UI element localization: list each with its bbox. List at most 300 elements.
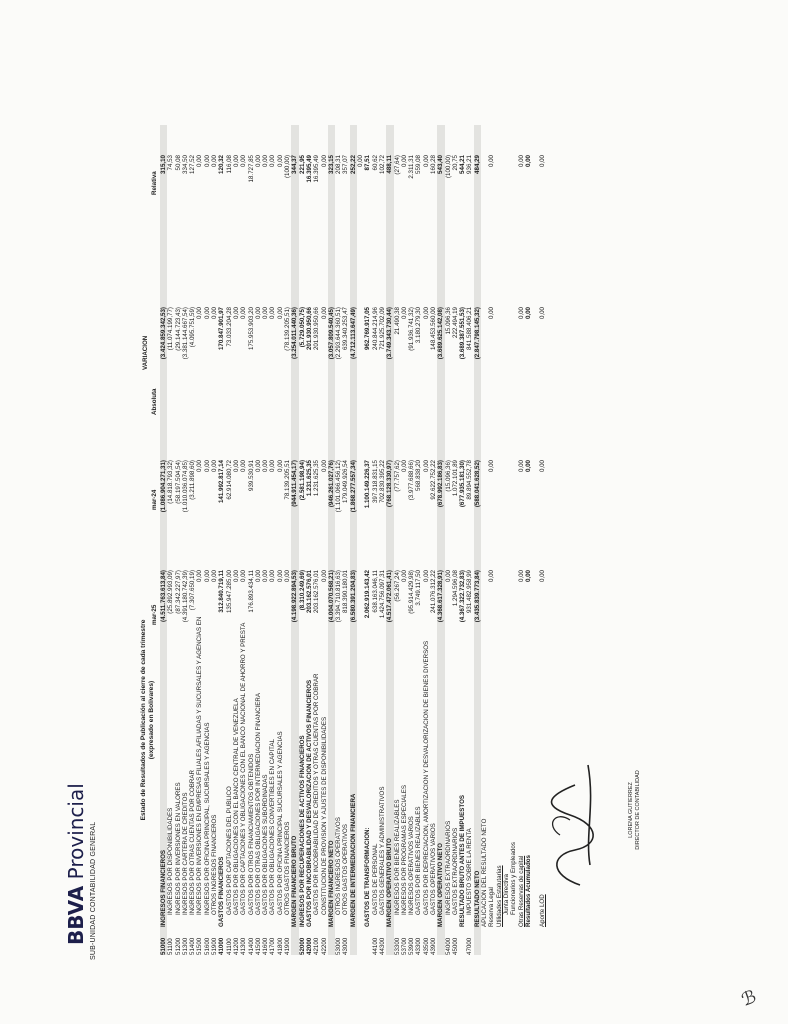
row-label: MARGEN DE INTERMEDIACION FINANCIERA: [349, 793, 357, 927]
subtitle-text: (expresado en Bolivares): [148, 680, 155, 760]
row-code: 51500: [196, 937, 204, 955]
value-mar25: 0,00: [232, 570, 240, 583]
table-row: [277, 125, 284, 955]
value-mar25: 0,00: [196, 570, 204, 583]
row-label: GASTOS POR CAPTACIONES Y OBLIGACIONES CON EL BANCO NACIONAL DE AHORRO Y PRESTA: [240, 622, 248, 915]
table-row: [299, 125, 306, 955]
value-relativa: 116,08: [225, 155, 233, 174]
value-absoluta: 0,00: [262, 307, 270, 320]
value-mar25: (95.914.429,98): [408, 570, 416, 614]
row-label: GASTOS POR DEPRECIACION, AMORTIZACIÓN Y DESVALORIZACIÓN DE BIENES DIVERSOS: [422, 640, 430, 915]
value-relativa: (27,64): [393, 155, 401, 175]
initials-mark: ℬ: [738, 986, 759, 1010]
table-row: [342, 125, 349, 955]
table-row: [386, 125, 393, 955]
table-row: [445, 125, 452, 955]
statement-title: [140, 485, 156, 955]
value-relativa: 74,53: [167, 155, 175, 171]
value-absoluta: 0,00: [539, 307, 547, 320]
value-relativa: 544,21: [459, 155, 467, 174]
signature-image: [540, 755, 610, 895]
value-mar25: 931.482.958,99: [466, 570, 474, 614]
value-mar24: 0,00: [276, 460, 284, 473]
value-mar25: (4.198.922.894,53): [291, 570, 299, 623]
row-code: 51000: [160, 937, 167, 955]
table-row: [306, 125, 313, 955]
value-absoluta: 962.769.917,05: [364, 307, 372, 351]
row-label: GASTOS POR INCOBRABILIDAD DE CREDITOS Y OTRAS CUENTAS POR COBRAR: [313, 673, 321, 915]
row-code: 41100: [225, 938, 233, 955]
value-relativa: 120,32: [218, 155, 226, 174]
row-label: GASTOS DE TRANSFORMACION:: [364, 827, 372, 927]
value-relativa: 0,00: [320, 155, 328, 168]
row-label: GASTOS POR CAPTACIONES DEL PUBLICO: [225, 786, 233, 915]
row-label: Reserva Legal: [488, 887, 496, 927]
row-label: OTROS GASTOS FINANCIEROS: [284, 821, 292, 915]
row-label: Resultados Acumulados: [524, 855, 532, 927]
table-row: [379, 125, 386, 955]
value-mar25: 0,00: [444, 570, 452, 583]
col-variacion: VARIACION: [142, 335, 149, 370]
value-mar25: 2.062.919.143,42: [364, 570, 372, 619]
col-absoluta: Absoluta: [151, 388, 158, 415]
row-label: Junta Directiva: [502, 874, 510, 915]
table-row: [255, 125, 262, 955]
row-label: RESULTADO NETO: [473, 870, 481, 927]
value-absoluta: 841.588.406,21: [466, 307, 474, 351]
value-relativa: 0,00: [488, 155, 496, 168]
row-code: 44100: [371, 937, 379, 955]
table-row: [204, 125, 211, 955]
row-code: 53000: [335, 937, 343, 955]
table-row: [415, 125, 422, 955]
value-relativa: 323,15: [327, 155, 335, 174]
value-relativa: 936,21: [466, 155, 474, 174]
value-absoluta: (29.144.723,43): [174, 307, 182, 351]
value-absoluta: 222.494,19: [451, 307, 459, 338]
table-row: [167, 125, 174, 955]
value-mar25: (4.391.180.742,39): [181, 570, 189, 623]
value-absoluta: 639.340.253,47: [342, 307, 350, 351]
value-mar24: 0,00: [488, 460, 496, 473]
table-row: [160, 125, 167, 955]
value-mar25: 3.749.117,50: [415, 570, 423, 606]
value-relativa: 0,00: [524, 155, 532, 168]
value-absoluta: (91.936.741,32): [408, 307, 416, 351]
results-table: [160, 125, 547, 955]
row-label: Utilidades Estatutarias: [495, 865, 503, 927]
value-mar24: 0,00: [232, 460, 240, 473]
value-relativa: 0,00: [276, 155, 284, 168]
table-row: [466, 125, 473, 955]
value-relativa: 127,52: [189, 155, 197, 174]
value-relativa: 0,00: [196, 155, 204, 168]
value-mar25: 0,00: [262, 570, 270, 583]
row-label: Funcionarios y Empleados: [510, 842, 518, 915]
table-row: [452, 125, 459, 955]
value-mar24: (15.096,36): [444, 460, 452, 492]
value-relativa: 2.311,31: [408, 155, 416, 179]
value-mar25: (3.435.839.773,84): [473, 570, 481, 623]
value-absoluta: 201.930.950,66: [305, 307, 313, 351]
value-mar24: 78.139.205,51: [284, 460, 292, 500]
value-mar24: 568.838,20: [415, 460, 423, 491]
row-label: INGRESOS POR DISPONIBILIDADES: [167, 807, 175, 915]
value-mar24: 89.894.552,78: [466, 460, 474, 500]
value-absoluta: (4.712.113.647,49): [349, 307, 357, 359]
row-label: Otras Reservas de capital: [517, 855, 525, 927]
row-label: GASTOS POR OFICINA PRINCIPAL SUCURSALES Y AGENCIAS: [276, 731, 284, 915]
table-row: [218, 125, 225, 955]
value-absoluta: 21.490,38: [393, 307, 401, 335]
value-mar24: (1.086.904.271,31): [160, 460, 167, 513]
value-mar24: 0,00: [203, 460, 211, 473]
row-code: 44300: [378, 937, 386, 955]
row-label: INGRESOS POR OTRAS CUENTAS POR COBRAR: [189, 770, 197, 915]
value-absoluta: 0,00: [232, 307, 240, 320]
value-absoluta: 240.844.214,96: [371, 307, 379, 351]
value-mar25: (6.580.391.204,83): [349, 570, 357, 623]
table-row: [364, 125, 371, 955]
value-mar24: (944.911.454,17): [291, 460, 299, 507]
row-label: GASTOS POR OBLIGACIONES CONVERTIBLES EN CAPITAL: [269, 738, 277, 915]
row-code: 42100: [313, 937, 321, 955]
row-label: MARGEN OPERATIVO NETO: [437, 843, 445, 927]
value-relativa: 102,72: [378, 155, 386, 174]
row-label: OTROS INGRESOS OPERATIVOS: [335, 817, 343, 915]
table-row: [423, 125, 430, 955]
value-relativa: 18.727,85: [247, 155, 255, 183]
value-relativa: (100,00): [284, 155, 292, 179]
value-absoluta: (3.749.343.730,44): [386, 307, 394, 360]
value-absoluta: 201.930.950,66: [313, 307, 321, 351]
signatory-role: DIRECTOR DE CONTABILIDAD: [635, 770, 641, 850]
value-absoluta: 0,00: [488, 307, 496, 320]
value-mar25: 1.294.596,08: [451, 570, 459, 607]
row-label: GASTOS POR OTROS FINANCIAMIENTOS OBTENIDOS: [247, 753, 255, 915]
value-absoluta: (4.095.751,59): [189, 307, 197, 348]
value-mar25: (56.267,24): [393, 570, 401, 602]
value-mar24: (677.935.181,30): [459, 460, 467, 508]
row-label: GASTOS POR INCOBRABILIDAD Y DESVALORIZACION DE ACTIVOS FINANCIEROS: [305, 679, 313, 927]
value-mar25: 0,00: [320, 570, 328, 583]
value-mar24: 62.914.080,72: [225, 460, 233, 500]
row-code: 51100: [167, 938, 175, 955]
value-absoluta: 170.847.901,97: [218, 307, 226, 351]
value-mar24: 0,00: [196, 460, 204, 473]
value-mar24: (946.261.027,76): [327, 460, 335, 508]
value-mar25: (4.367.322.732,83): [459, 570, 467, 623]
table-row: [488, 125, 495, 955]
value-mar24: 0,00: [211, 460, 219, 473]
value-relativa: 0,00: [240, 155, 248, 168]
value-mar24: 1.072.101,89: [451, 460, 459, 497]
value-relativa: 315,10: [160, 155, 167, 174]
value-mar24: (588.041.628,52): [473, 460, 481, 508]
value-absoluta: 0,00: [269, 307, 277, 320]
value-mar25: 0,00: [269, 570, 277, 583]
value-relativa: 16.395,49: [305, 155, 313, 183]
value-mar25: (87.342.227,97): [174, 570, 182, 614]
value-mar25: 312.840.719,11: [218, 570, 226, 613]
value-mar24: (3.977.688,66): [408, 460, 416, 501]
table-row: [510, 125, 517, 955]
value-mar25: 241.076.312,22: [429, 570, 437, 614]
value-mar25: 203.162.576,01: [313, 570, 321, 614]
row-label: GASTOS POR OBLIGACIONES SUBORDINADAS: [262, 774, 270, 915]
table-row: [291, 125, 298, 955]
value-mar25: 0,00: [422, 570, 430, 583]
value-mar24: 0,00: [400, 460, 408, 473]
value-relativa: 16.395,49: [313, 155, 321, 183]
value-absoluta: 0,00: [254, 307, 262, 320]
row-code: 51400: [189, 937, 197, 955]
row-code: 51900: [211, 937, 219, 955]
row-label: INGRESOS EXTRAORDINARIOS: [444, 820, 452, 915]
row-label: INGRESOS POR CARTERA DE CREDITOS: [181, 792, 189, 915]
row-code: 42000: [305, 937, 313, 955]
value-mar24: 1.100.149.226,37: [364, 460, 372, 509]
value-mar24: (14.818.793,32): [167, 460, 175, 504]
row-label: APLICACION DEL RESULTADO NETO: [481, 818, 489, 927]
value-relativa: 0,00: [262, 155, 270, 168]
value-absoluta: (3.424.859.342,53): [160, 307, 167, 360]
row-label: MARGEN FINANCIERO BRUTO: [291, 835, 299, 927]
row-code: 47000: [466, 937, 474, 955]
value-absoluta: 15.096,36: [444, 307, 452, 335]
value-absoluta: 0,00: [203, 307, 211, 320]
value-relativa: 543,40: [437, 155, 445, 174]
table-row: [357, 125, 364, 955]
row-code: 43000: [342, 937, 350, 955]
value-mar25: 0,00: [276, 570, 284, 583]
value-mar24: (58.197.504,54): [174, 460, 182, 504]
value-mar24: 0,00: [539, 460, 547, 473]
table-row: [321, 125, 328, 955]
row-label: INGRESOS FINANCIEROS: [160, 849, 167, 927]
value-absoluta: (5.729.050,75): [298, 307, 306, 348]
table-row: [408, 125, 415, 955]
value-absoluta: 3.180.279,30: [415, 307, 423, 344]
value-mar24: 0,00: [524, 460, 532, 473]
value-absoluta: (3.057.809.540,45): [327, 307, 335, 360]
value-absoluta: 0,00: [422, 307, 430, 320]
value-mar25: (8.310.249,69): [298, 570, 306, 611]
value-absoluta: 0,00: [400, 307, 408, 320]
table-row: [525, 125, 532, 955]
value-relativa: 0,00: [232, 155, 240, 168]
value-mar25: 0,00: [240, 570, 248, 583]
row-label: Aporte LOD: [539, 894, 547, 927]
value-relativa: 0,00: [211, 155, 219, 168]
table-row: [474, 125, 481, 955]
value-absoluta: (3.381.144.667,54): [181, 307, 189, 360]
value-mar25: 818.390.180,01: [342, 570, 350, 614]
value-mar24: 0,00: [269, 460, 277, 473]
value-mar24: 397.318.831,15: [371, 460, 379, 504]
value-absoluta: (3.689.387.551,53): [459, 307, 467, 360]
row-code: 53900: [408, 937, 416, 955]
value-relativa: 50,08: [174, 155, 182, 171]
value-absoluta: 721.925.702,09: [378, 307, 386, 351]
table-row: [182, 125, 189, 955]
row-code: 41400: [247, 937, 255, 955]
row-label: GASTOS GENERALES Y ADMINISTRATIVOS: [378, 786, 386, 915]
value-relativa: (100,00): [444, 155, 452, 179]
value-mar25: (25.892.993,09): [167, 570, 175, 614]
row-code: 53700: [400, 937, 408, 955]
value-absoluta: 0,00: [211, 307, 219, 320]
value-mar24: 179.049.926,54: [342, 460, 350, 504]
value-relativa: 0,00: [539, 155, 547, 168]
value-mar25: (4.511.763.613,84): [160, 570, 167, 622]
row-code: 53300: [393, 937, 401, 955]
value-mar24: 141.992.817,14: [218, 460, 226, 504]
table-row: [226, 125, 233, 955]
value-mar25: 0,00: [539, 570, 547, 583]
value-mar25: 0,00: [400, 570, 408, 583]
value-mar25: 0,00: [524, 570, 532, 583]
value-mar24: (1.868.277.557,34): [349, 460, 357, 513]
row-label: INGRESOS OPERATIVOS VARIOS: [408, 816, 416, 915]
value-absoluta: 175.953.903,20: [247, 307, 255, 351]
row-label: GASTOS OPERATIVOS VARIOS: [429, 823, 437, 915]
value-mar25: (4.004.070.568,21): [327, 570, 335, 623]
value-mar25: 0,00: [284, 570, 292, 583]
row-code: 41800: [276, 937, 284, 955]
row-code: 52000: [298, 937, 306, 955]
value-mar24: (678.992.186,83): [437, 460, 445, 508]
value-mar24: 0,00: [422, 460, 430, 473]
value-mar25: 0,00: [254, 570, 262, 583]
value-mar25: 135.947.285,00: [225, 570, 233, 614]
value-absoluta: 0,00: [196, 307, 204, 320]
value-absoluta: 0,00: [524, 307, 532, 320]
value-relativa: 0,00: [357, 155, 365, 168]
value-mar24: 0,00: [517, 460, 525, 473]
row-code: 41200: [232, 937, 240, 955]
value-relativa: 252,22: [349, 155, 357, 174]
value-mar25: 1.424.756.097,31: [378, 570, 386, 619]
value-mar24: 0,00: [240, 460, 248, 473]
value-mar24: (77.757,62): [393, 460, 401, 492]
row-code: 51600: [203, 937, 211, 955]
value-relativa: 160,28: [429, 155, 437, 174]
row-code: 54000: [444, 937, 452, 955]
table-row: [437, 125, 444, 955]
signatory-name: LORENA GUTIERREZ: [628, 782, 634, 838]
value-relativa: 357,07: [342, 155, 350, 174]
row-code: 41900: [284, 937, 292, 955]
row-code: 41500: [254, 937, 262, 955]
row-label: GASTOS POR OTRAS OBLIGACIONES POR INTERMEDIACION FINANCIERA: [254, 693, 262, 915]
value-mar24: (768.128.330,97): [386, 460, 394, 508]
table-row: [240, 125, 247, 955]
row-code: 45000: [451, 937, 459, 955]
row-label: GASTOS POR OBLIGACIONES CON EL BANCO CENTRAL DE VENEZUELA: [232, 698, 240, 915]
value-absoluta: 0,00: [517, 307, 525, 320]
row-code: 51200: [174, 937, 182, 955]
bbva-provincial-logo: BBVA Provincial: [64, 783, 88, 945]
value-relativa: 334,50: [181, 155, 189, 174]
row-code: 41300: [240, 937, 248, 955]
value-absoluta: 0,00: [320, 307, 328, 320]
col-mar24: mar-24: [151, 489, 158, 510]
value-mar25: 0,00: [211, 570, 219, 583]
value-absoluta: 73.033.204,28: [225, 307, 233, 347]
value-relativa: 0,00: [269, 155, 277, 168]
value-relativa: 20,75: [451, 155, 459, 171]
value-relativa: 221,95: [298, 155, 306, 174]
table-row: [189, 125, 196, 955]
row-code: 41000: [218, 937, 226, 955]
row-label: INGRESOS POR PROGRAMAS ESPECIALES: [400, 785, 408, 915]
row-code: 43500: [422, 937, 430, 955]
subunit-label: SUB-UNIDAD CONTABILIDAD GENERAL: [90, 821, 97, 960]
row-label: MARGEN OPERATIVO BRUTO: [386, 838, 394, 927]
row-label: MARGEN FINANCIERO NETO: [327, 840, 335, 927]
value-mar25: (7.307.650,19): [189, 570, 197, 611]
table-row: [248, 125, 255, 955]
value-mar25: 176.893.434,11: [247, 570, 255, 613]
value-mar24: 1.231.625,35: [313, 460, 321, 497]
row-label: GASTOS FINANCIEROS: [218, 856, 226, 927]
value-mar25: 638.163.046,11: [371, 570, 379, 613]
row-code: 41700: [269, 937, 277, 955]
value-mar24: (1.010.036.074,85): [181, 460, 189, 513]
value-relativa: 344,37: [291, 155, 299, 174]
value-mar24: 0,00: [262, 460, 270, 473]
table-row: [284, 125, 291, 955]
value-absoluta: 148.453.560,00: [429, 307, 437, 351]
row-code: 41600: [262, 937, 270, 955]
table-row: [503, 125, 510, 955]
row-label: INGRESOS POR RECUPERACIONES DE ACTIVOS FINANCIEROS: [298, 735, 306, 927]
value-relativa: 60,62: [371, 155, 379, 171]
row-label: GASTOS EXTRAORDINARIOS: [451, 827, 459, 915]
row-code: 43900: [429, 937, 437, 955]
table-row: [532, 125, 539, 955]
value-mar25: (4.517.472.061,41): [386, 570, 394, 623]
table-row: [459, 125, 466, 955]
value-relativa: 559,08: [415, 155, 423, 174]
row-code: 51300: [181, 937, 189, 955]
value-mar25: 203.162.576,01: [305, 570, 313, 614]
row-label: INGRESOS POR INVERSIONES EN VALORES: [174, 782, 182, 915]
col-relativa: Relativa: [151, 171, 158, 195]
value-relativa: 0,00: [517, 155, 525, 168]
table-row: [518, 125, 525, 955]
table-row: [262, 125, 269, 955]
value-mar24: 1.231.625,35: [305, 460, 313, 497]
row-code: 43300: [415, 937, 423, 955]
table-row: [481, 125, 488, 955]
value-relativa: 0,00: [254, 155, 262, 168]
row-label: INGRESOS POR INVERSIONES EN EMPRESAS FILIALES,AFILIADAS Y SUCURSALES Y AGENCIAS EN: [196, 616, 204, 915]
row-label: OTROS INGRESOS FINANCIEROS: [211, 814, 219, 915]
value-mar24: 0,00: [320, 460, 328, 473]
value-absoluta: 0,00: [276, 307, 284, 320]
table-row: [401, 125, 408, 955]
table-row: [269, 125, 276, 955]
value-relativa: 488,11: [386, 155, 394, 174]
rotated-statement: [140, 125, 660, 955]
table-row: [313, 125, 320, 955]
table-row: [335, 125, 342, 955]
table-row: [496, 125, 503, 955]
value-absoluta: 0,00: [240, 307, 248, 320]
value-absoluta: (3.254.011.440,36): [291, 307, 299, 359]
